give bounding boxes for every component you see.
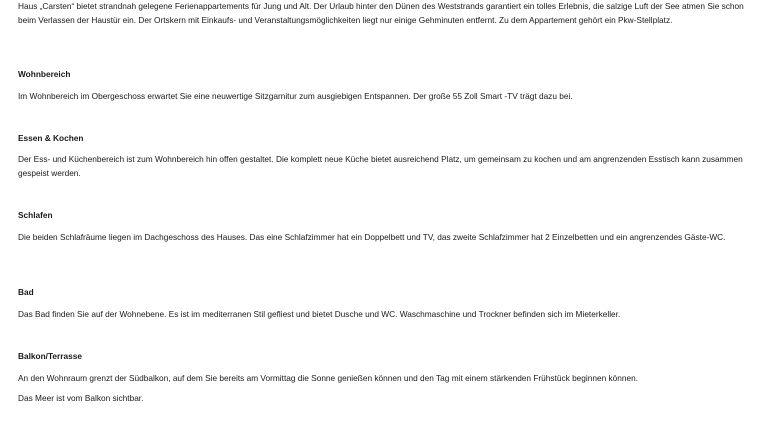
heading-bad: Bad: [18, 287, 34, 297]
paragraph-essen-kochen: Der Ess- und Küchenbereich ist zum Wohnbereich hin offen gestaltet. Die komplett neue Küche bietet ausreichend Platz, um gemeinsam zu kochen und am angrenzenden Esstisch kann zusammen gespeist werden.: [18, 154, 743, 178]
paragraph-bad: Das Bad finden Sie auf der Wohnebene. Es ist im mediterranen Stil gefliest und bietet Dusche und WC. Waschmaschine und Trockner befinden sich im Mieterkeller.: [18, 309, 621, 319]
intro-paragraph: Haus „Carsten“ bietet strandnah gelegene Ferienappartements für Jung und Alt. Der Urlaub hinter den Dünen des Weststrands garantiert ein tolles Erlebnis, die salzige Luft der See atmen Sie schon beim Verlassen der Haustür ein. Der Ortskern mit Einkaufs- und Veranstaltungsmöglichkeiten liegt nur einige Gehminuten entfernt. Zu dem Appartement gehört ein Pkw-Stellplatz.: [18, 1, 744, 25]
paragraph-schlafen: Die beiden Schlafräume liegen im Dachgeschoss des Hauses. Das eine Schlafzimmer hat ein Doppelbett und TV, das zweite Schlafzimmer hat 2 Einzelbetten und ein angrenzendes Gäste-WC.: [18, 232, 726, 242]
heading-schlafen: Schlafen: [18, 210, 53, 220]
paragraph-balkon-2: Das Meer ist vom Balkon sichtbar.: [18, 393, 144, 403]
heading-balkon-terrasse: Balkon/Terrasse: [18, 351, 82, 361]
heading-essen-kochen: Essen & Kochen: [18, 133, 84, 143]
paragraph-balkon-1: An den Wohnraum grenzt der Südbalkon, auf dem Sie bereits am Vormittag die Sonne genießen können und den Tag mit einem stärkenden Frühstück beginnen können.: [18, 373, 639, 383]
paragraph-wohnbereich: Im Wohnbereich im Obergeschoss erwartet Sie eine neuwertige Sitzgarnitur zum ausgiebigen Entspannen. Der große 55 Zoll Smart -TV trägt dazu bei.: [18, 91, 573, 101]
heading-wohnbereich: Wohnbereich: [18, 69, 71, 79]
